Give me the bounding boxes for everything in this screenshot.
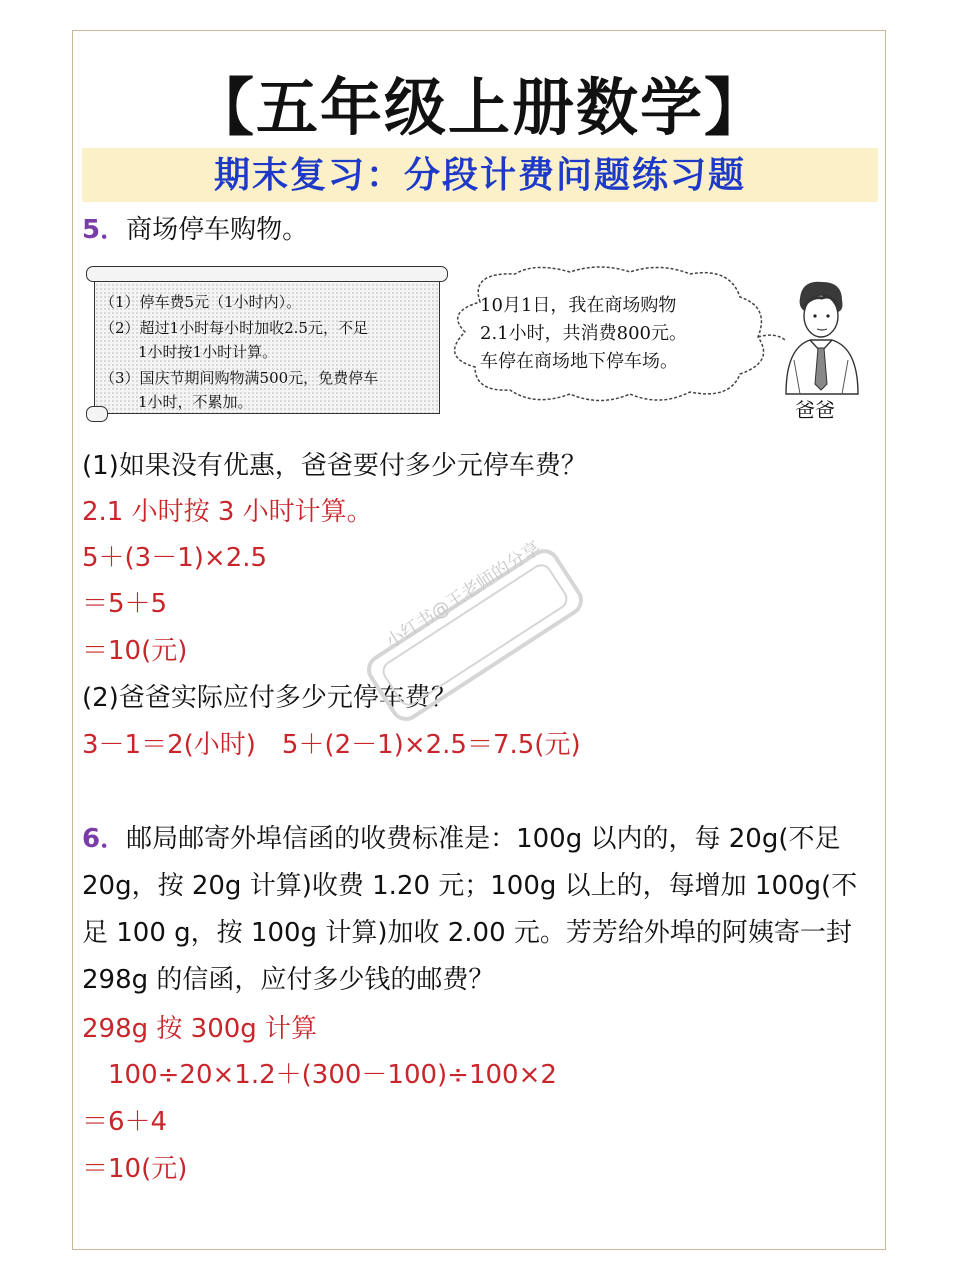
q5-sub2-question: (2)爸爸实际应付多少元停车费？ <box>82 683 457 713</box>
speech-line: 2.1小时，共消费800元。 <box>480 323 687 344</box>
q6-answer-line: 100÷20×1.2＋(300－100)÷100×2 <box>108 1060 557 1090</box>
q5-number: 5． <box>82 215 127 245</box>
speech-line: 车停在商场地下停车场。 <box>480 351 678 372</box>
q5-heading <box>82 212 308 248</box>
q6-number: 6． <box>82 824 127 854</box>
speech-line: 10月1日，我在商场购物 <box>480 295 677 316</box>
rule-line: 1小时按1小时计算。 <box>138 343 278 361</box>
q6-stem-line: 20g，按 20g 计算)收费 1.20 元；100g 以上的，每增加 100g(不 <box>82 871 858 901</box>
rule-line: （3）国庆节期间购物满500元，免费停车 <box>100 369 379 387</box>
page-title: 【五年级上册数学】 <box>191 71 768 144</box>
q6-stem-text: 邮局邮寄外埠信函的收费标准是：100g 以内的，每 20g(不足 <box>126 824 841 854</box>
rule-line: 1小时，不累加。 <box>138 393 253 411</box>
q5-sub1-answer-line: 2.1 小时按 3 小时计算。 <box>82 497 373 527</box>
q6-stem-line: 足 100 g，按 100g 计算)加收 2.00 元。芳芳给外埠的阿姨寄一封 <box>82 918 852 948</box>
q6-stem <box>82 816 882 1004</box>
page-subtitle: 期末复习：分段计费问题练习题 <box>213 154 746 196</box>
q6-answer-line: ＝10(元) <box>82 1154 188 1184</box>
scroll-roll-top <box>86 266 448 282</box>
scroll-roll-bottom <box>86 406 108 422</box>
q5-sub1-answer-line: 5＋(3－1)×2.5 <box>82 543 268 573</box>
q6-stem-line: 298g 的信函，应付多少钱的邮费？ <box>82 965 495 995</box>
watermark-text: 小红书@王老师的分享 <box>382 537 545 653</box>
q6-answer-line: ＝6＋4 <box>82 1107 168 1137</box>
rule-line: （1）停车费5元（1小时内）。 <box>100 293 302 311</box>
q6-stem-line <box>82 816 882 863</box>
q6-answer-line: 298g 按 300g 计算 <box>82 1014 318 1044</box>
q5-sub1-answer-line: ＝10(元) <box>82 636 188 666</box>
father-label: 爸爸 <box>795 398 835 422</box>
rules-scroll <box>86 266 448 422</box>
q5-sub1-question: (1)如果没有优惠，爸爸要付多少元停车费？ <box>82 451 587 481</box>
q5-sub2-answer: 3－1＝2(小时) 5＋(2－1)×2.5＝7.5(元) <box>82 730 581 760</box>
rule-line: （2）超过1小时每小时加收2.5元，不足 <box>100 319 368 337</box>
q5-sub1-answer-line: ＝5＋5 <box>82 589 168 619</box>
father-illustration-icon <box>772 276 868 396</box>
q5-stem: 商场停车购物。 <box>126 215 309 245</box>
